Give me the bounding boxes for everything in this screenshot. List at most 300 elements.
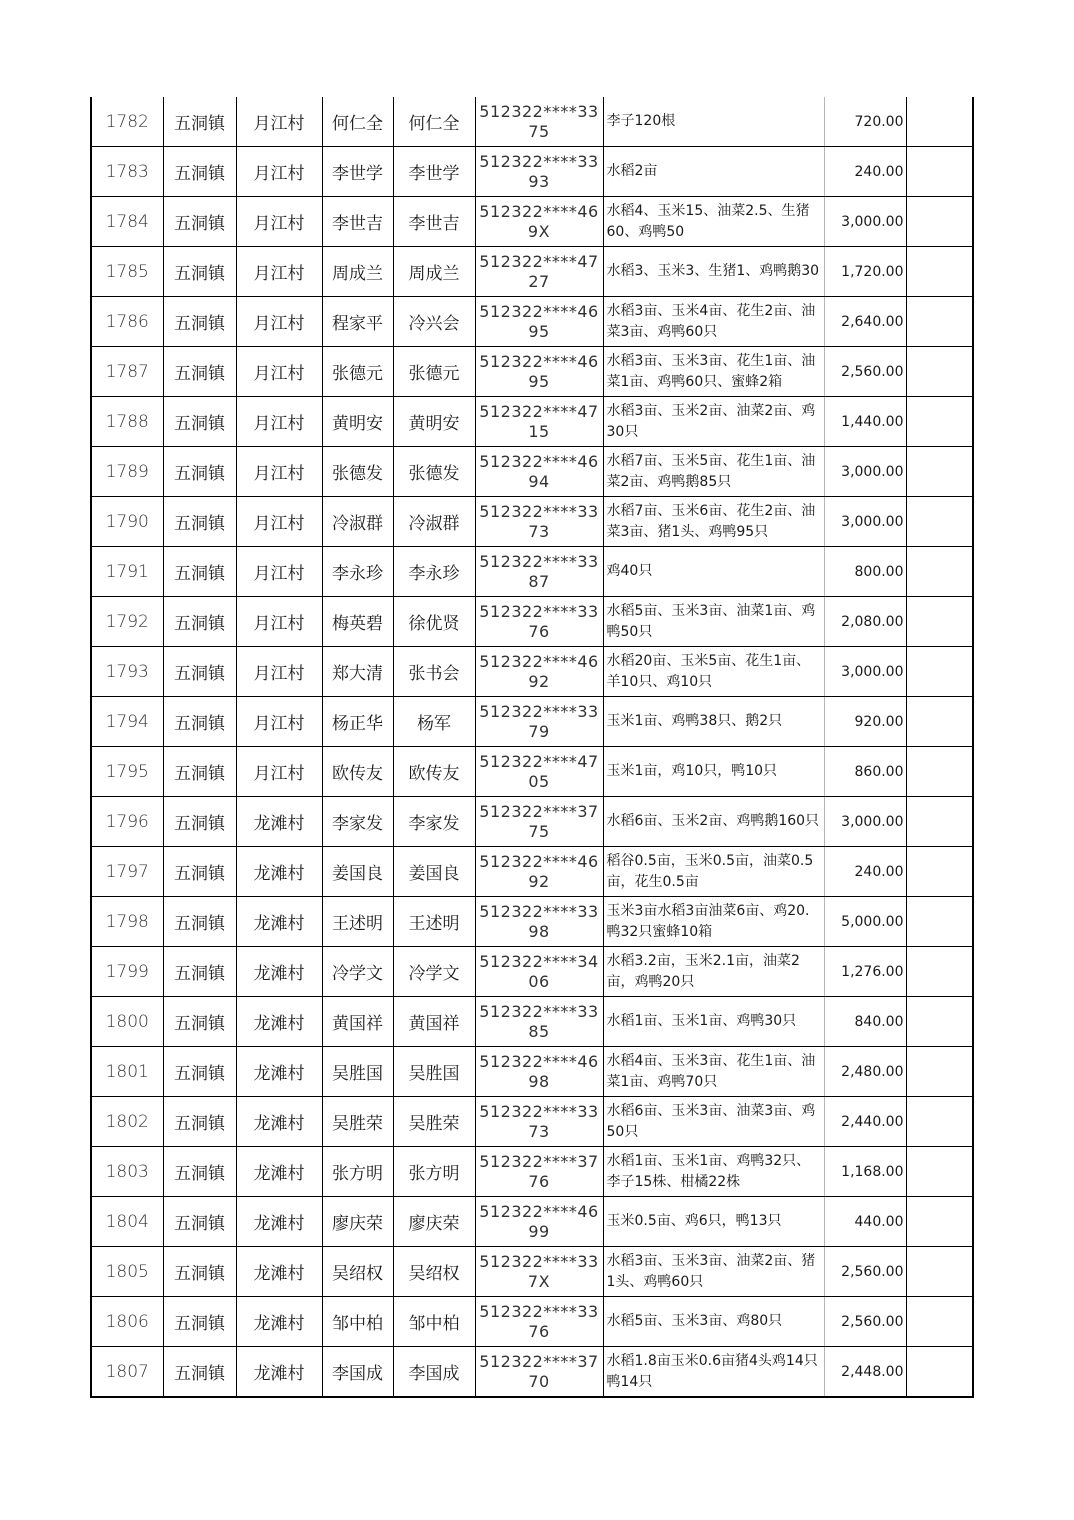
household-head-cell: 张方明 [322, 1147, 393, 1197]
town-cell: 五洞镇 [163, 947, 236, 997]
production-description-cell: 水稻4亩、玉米3亩、花生1亩、油菜1亩、鸡鸭70只 [603, 1047, 824, 1097]
blank-cell [906, 397, 973, 447]
table-row [91, 297, 973, 347]
id-number-line-1: 512322****47 [479, 401, 599, 421]
blank-cell [906, 247, 973, 297]
village-cell: 龙滩村 [236, 847, 322, 897]
blank-cell [906, 697, 973, 747]
id-number-cell [475, 497, 603, 547]
household-head-cell: 李世学 [322, 147, 393, 197]
town-cell: 五洞镇 [163, 97, 236, 147]
village-cell: 龙滩村 [236, 1347, 322, 1398]
production-description-cell: 鸡40只 [603, 547, 824, 597]
town-cell: 五洞镇 [163, 1147, 236, 1197]
household-head-cell: 张德发 [322, 447, 393, 497]
production-description-cell: 李子120根 [603, 97, 824, 147]
village-cell: 月江村 [236, 197, 322, 247]
production-description-cell: 水稻5亩、玉米3亩、鸡80只 [603, 1297, 824, 1347]
production-description-cell: 水稻6亩、玉米2亩、鸡鸭鹅160只 [603, 797, 824, 847]
town-cell: 五洞镇 [163, 1047, 236, 1097]
id-number-cell [475, 97, 603, 147]
production-description-cell: 水稻5亩、玉米3亩、油菜1亩、鸡鸭50只 [603, 597, 824, 647]
household-head-cell: 李世吉 [322, 197, 393, 247]
table-row [91, 547, 973, 597]
recipient-name-cell: 吴胜荣 [393, 1097, 475, 1147]
id-number-line-2: 75 [528, 821, 550, 841]
household-head-cell: 梅英碧 [322, 597, 393, 647]
row-number: 1786 [91, 297, 163, 347]
id-number-cell [475, 397, 603, 447]
id-number-cell [475, 1147, 603, 1197]
household-head-cell: 冷淑群 [322, 497, 393, 547]
subsidy-table [90, 97, 974, 1398]
id-number-line-2: 70 [528, 1371, 550, 1391]
household-head-cell: 欧传友 [322, 747, 393, 797]
recipient-name-cell: 何仁全 [393, 97, 475, 147]
row-number: 1795 [91, 747, 163, 797]
recipient-name-cell: 徐优贤 [393, 597, 475, 647]
blank-cell [906, 347, 973, 397]
row-number: 1801 [91, 1047, 163, 1097]
recipient-name-cell: 黄明安 [393, 397, 475, 447]
row-number: 1799 [91, 947, 163, 997]
recipient-name-cell: 冷兴会 [393, 297, 475, 347]
amount-cell: 840.00 [824, 997, 906, 1047]
amount-cell: 240.00 [824, 147, 906, 197]
id-number-cell [475, 247, 603, 297]
table-row [91, 247, 973, 297]
id-number-line-1: 512322****34 [479, 951, 599, 971]
town-cell: 五洞镇 [163, 1247, 236, 1297]
village-cell: 月江村 [236, 347, 322, 397]
id-number-cell [475, 1047, 603, 1097]
row-number: 1796 [91, 797, 163, 847]
table-row [91, 947, 973, 997]
village-cell: 月江村 [236, 747, 322, 797]
id-number-cell [475, 1347, 603, 1398]
household-head-cell: 郑大清 [322, 647, 393, 697]
amount-cell: 440.00 [824, 1197, 906, 1247]
blank-cell [906, 97, 973, 147]
recipient-name-cell: 欧传友 [393, 747, 475, 797]
production-description-cell: 水稻1亩、玉米1亩、鸡鸭32只、李子15株、柑橘22株 [603, 1147, 824, 1197]
table-row [91, 97, 973, 147]
household-head-cell: 王述明 [322, 897, 393, 947]
id-number-line-1: 512322****46 [479, 651, 599, 671]
village-cell: 月江村 [236, 247, 322, 297]
row-number: 1784 [91, 197, 163, 247]
table-row [91, 1297, 973, 1347]
town-cell: 五洞镇 [163, 447, 236, 497]
household-head-cell: 李家发 [322, 797, 393, 847]
amount-cell: 1,720.00 [824, 247, 906, 297]
id-number-line-1: 512322****46 [479, 1051, 599, 1071]
town-cell: 五洞镇 [163, 597, 236, 647]
production-description-cell: 水稻1亩、玉米1亩、鸡鸭30只 [603, 997, 824, 1047]
town-cell: 五洞镇 [163, 747, 236, 797]
row-number: 1807 [91, 1347, 163, 1398]
amount-cell: 2,480.00 [824, 1047, 906, 1097]
production-description-cell: 水稻2亩 [603, 147, 824, 197]
production-description-cell: 水稻4、玉米15、油菜2.5、生猪60、鸡鸭50 [603, 197, 824, 247]
town-cell: 五洞镇 [163, 897, 236, 947]
town-cell: 五洞镇 [163, 997, 236, 1047]
production-description-cell: 水稻20亩、玉米5亩、花生1亩、羊10只、鸡10只 [603, 647, 824, 697]
id-number-cell [475, 347, 603, 397]
household-head-cell: 李国成 [322, 1347, 393, 1398]
amount-cell: 3,000.00 [824, 797, 906, 847]
table-row [91, 897, 973, 947]
row-number: 1803 [91, 1147, 163, 1197]
id-number-cell [475, 297, 603, 347]
amount-cell: 720.00 [824, 97, 906, 147]
recipient-name-cell: 冷淑群 [393, 497, 475, 547]
blank-cell [906, 1197, 973, 1247]
row-number: 1789 [91, 447, 163, 497]
village-cell: 龙滩村 [236, 1297, 322, 1347]
amount-cell: 800.00 [824, 547, 906, 597]
blank-cell [906, 147, 973, 197]
village-cell: 月江村 [236, 147, 322, 197]
recipient-name-cell: 李国成 [393, 1347, 475, 1398]
blank-cell [906, 797, 973, 847]
id-number-line-1: 512322****33 [479, 551, 599, 571]
production-description-cell: 水稻3亩、玉米3亩、花生1亩、油菜1亩、鸡鸭60只、蜜蜂2箱 [603, 347, 824, 397]
production-description-cell: 玉米1亩、鸡鸭38只、鹅2只 [603, 697, 824, 747]
village-cell: 月江村 [236, 547, 322, 597]
recipient-name-cell: 张书会 [393, 647, 475, 697]
id-number-line-1: 512322****47 [479, 751, 599, 771]
household-head-cell: 张德元 [322, 347, 393, 397]
town-cell: 五洞镇 [163, 497, 236, 547]
village-cell: 龙滩村 [236, 997, 322, 1047]
amount-cell: 3,000.00 [824, 447, 906, 497]
amount-cell: 240.00 [824, 847, 906, 897]
amount-cell: 5,000.00 [824, 897, 906, 947]
id-number-cell [475, 947, 603, 997]
id-number-line-2: 93 [528, 171, 550, 191]
amount-cell: 2,080.00 [824, 597, 906, 647]
recipient-name-cell: 张德发 [393, 447, 475, 497]
id-number-line-2: 15 [528, 421, 550, 441]
amount-cell: 2,560.00 [824, 1297, 906, 1347]
row-number: 1805 [91, 1247, 163, 1297]
id-number-cell [475, 997, 603, 1047]
household-head-cell: 冷学文 [322, 947, 393, 997]
production-description-cell: 玉米3亩水稻3亩油菜6亩、鸡20.鸭32只蜜蜂10箱 [603, 897, 824, 947]
id-number-cell [475, 1197, 603, 1247]
recipient-name-cell: 李世吉 [393, 197, 475, 247]
id-number-line-2: 73 [528, 1121, 550, 1141]
household-head-cell: 吴胜国 [322, 1047, 393, 1097]
amount-cell: 2,560.00 [824, 347, 906, 397]
id-number-line-2: 05 [528, 771, 550, 791]
village-cell: 龙滩村 [236, 797, 322, 847]
table-row [91, 347, 973, 397]
id-number-line-1: 512322****47 [479, 251, 599, 271]
blank-cell [906, 947, 973, 997]
production-description-cell: 水稻7亩、玉米5亩、花生1亩、油菜2亩、鸡鸭鹅85只 [603, 447, 824, 497]
table-row [91, 147, 973, 197]
recipient-name-cell: 黄国祥 [393, 997, 475, 1047]
id-number-line-1: 512322****46 [479, 1201, 599, 1221]
village-cell: 月江村 [236, 447, 322, 497]
id-number-line-2: 76 [528, 621, 550, 641]
id-number-line-2: 98 [528, 921, 550, 941]
table-row [91, 397, 973, 447]
id-number-line-2: 94 [528, 471, 550, 491]
amount-cell: 1,276.00 [824, 947, 906, 997]
row-number: 1790 [91, 497, 163, 547]
amount-cell: 920.00 [824, 697, 906, 747]
production-description-cell: 水稻3亩、玉米4亩、花生2亩、油菜3亩、鸡鸭60只 [603, 297, 824, 347]
id-number-line-2: 9X [527, 221, 551, 241]
id-number-line-1: 512322****33 [479, 1251, 599, 1271]
town-cell: 五洞镇 [163, 347, 236, 397]
village-cell: 龙滩村 [236, 1097, 322, 1147]
table-row [91, 497, 973, 547]
id-number-line-2: 92 [528, 671, 550, 691]
id-number-line-1: 512322****33 [479, 1101, 599, 1121]
recipient-name-cell: 李家发 [393, 797, 475, 847]
recipient-name-cell: 李世学 [393, 147, 475, 197]
town-cell: 五洞镇 [163, 647, 236, 697]
recipient-name-cell: 张方明 [393, 1147, 475, 1197]
household-head-cell: 李永珍 [322, 547, 393, 597]
id-number-cell [475, 847, 603, 897]
id-number-line-1: 512322****37 [479, 1351, 599, 1371]
row-number: 1806 [91, 1297, 163, 1347]
village-cell: 龙滩村 [236, 897, 322, 947]
village-cell: 月江村 [236, 297, 322, 347]
id-number-line-2: 87 [528, 571, 550, 591]
village-cell: 龙滩村 [236, 1147, 322, 1197]
table-row [91, 997, 973, 1047]
town-cell: 五洞镇 [163, 697, 236, 747]
household-head-cell: 姜国良 [322, 847, 393, 897]
table-row [91, 197, 973, 247]
id-number-cell [475, 1297, 603, 1347]
household-head-cell: 何仁全 [322, 97, 393, 147]
id-number-line-1: 512322****37 [479, 801, 599, 821]
household-head-cell: 周成兰 [322, 247, 393, 297]
blank-cell [906, 1297, 973, 1347]
blank-cell [906, 197, 973, 247]
blank-cell [906, 597, 973, 647]
blank-cell [906, 897, 973, 947]
id-number-line-2: 73 [528, 521, 550, 541]
table-row [91, 797, 973, 847]
row-number: 1798 [91, 897, 163, 947]
production-description-cell: 玉米0.5亩、鸡6只，鸭13只 [603, 1197, 824, 1247]
id-number-cell [475, 797, 603, 847]
blank-cell [906, 997, 973, 1047]
village-cell: 龙滩村 [236, 1247, 322, 1297]
amount-cell: 3,000.00 [824, 197, 906, 247]
production-description-cell: 水稻1.8亩玉米0.6亩猪4头鸡14只鸭14只 [603, 1347, 824, 1398]
village-cell: 龙滩村 [236, 947, 322, 997]
id-number-line-1: 512322****33 [479, 101, 599, 121]
table-row [91, 1247, 973, 1297]
blank-cell [906, 1047, 973, 1097]
town-cell: 五洞镇 [163, 147, 236, 197]
production-description-cell: 玉米1亩，鸡10只，鸭10只 [603, 747, 824, 797]
id-number-line-2: 06 [528, 971, 550, 991]
village-cell: 月江村 [236, 647, 322, 697]
id-number-line-2: 95 [528, 321, 550, 341]
id-number-line-2: 75 [528, 121, 550, 141]
id-number-line-1: 512322****33 [479, 1001, 599, 1021]
amount-cell: 2,640.00 [824, 297, 906, 347]
town-cell: 五洞镇 [163, 247, 236, 297]
amount-cell: 3,000.00 [824, 497, 906, 547]
town-cell: 五洞镇 [163, 1297, 236, 1347]
household-head-cell: 邹中柏 [322, 1297, 393, 1347]
household-head-cell: 杨正华 [322, 697, 393, 747]
id-number-line-1: 512322****46 [479, 451, 599, 471]
id-number-line-1: 512322****37 [479, 1151, 599, 1171]
town-cell: 五洞镇 [163, 1347, 236, 1398]
table-row [91, 447, 973, 497]
household-head-cell: 黄明安 [322, 397, 393, 447]
town-cell: 五洞镇 [163, 847, 236, 897]
recipient-name-cell: 杨军 [393, 697, 475, 747]
id-number-cell [475, 647, 603, 697]
id-number-line-1: 512322****33 [479, 501, 599, 521]
recipient-name-cell: 王述明 [393, 897, 475, 947]
id-number-cell [475, 597, 603, 647]
id-number-line-2: 79 [528, 721, 550, 741]
row-number: 1797 [91, 847, 163, 897]
amount-cell: 3,000.00 [824, 647, 906, 697]
row-number: 1783 [91, 147, 163, 197]
production-description-cell: 水稻3亩、玉米3亩、油菜2亩、猪1头、鸡鸭60只 [603, 1247, 824, 1297]
table-row [91, 697, 973, 747]
recipient-name-cell: 姜国良 [393, 847, 475, 897]
row-number: 1794 [91, 697, 163, 747]
row-number: 1785 [91, 247, 163, 297]
id-number-line-2: 95 [528, 371, 550, 391]
row-number: 1802 [91, 1097, 163, 1147]
amount-cell: 2,448.00 [824, 1347, 906, 1398]
id-number-line-2: 98 [528, 1071, 550, 1091]
recipient-name-cell: 张德元 [393, 347, 475, 397]
amount-cell: 860.00 [824, 747, 906, 797]
blank-cell [906, 1347, 973, 1398]
id-number-cell [475, 147, 603, 197]
village-cell: 月江村 [236, 97, 322, 147]
village-cell: 月江村 [236, 497, 322, 547]
table-row [91, 1197, 973, 1247]
table-row [91, 647, 973, 697]
recipient-name-cell: 吴绍权 [393, 1247, 475, 1297]
production-description-cell: 水稻3、玉米3、生猪1、鸡鸭鹅30 [603, 247, 824, 297]
town-cell: 五洞镇 [163, 547, 236, 597]
id-number-line-1: 512322****33 [479, 601, 599, 621]
village-cell: 月江村 [236, 697, 322, 747]
id-number-line-1: 512322****33 [479, 151, 599, 171]
row-number: 1787 [91, 347, 163, 397]
id-number-line-1: 512322****33 [479, 1301, 599, 1321]
id-number-line-2: 85 [528, 1021, 550, 1041]
household-head-cell: 廖庆荣 [322, 1197, 393, 1247]
blank-cell [906, 547, 973, 597]
id-number-line-1: 512322****46 [479, 351, 599, 371]
blank-cell [906, 1247, 973, 1297]
blank-cell [906, 1097, 973, 1147]
id-number-line-2: 76 [528, 1321, 550, 1341]
table-row [91, 597, 973, 647]
table-row [91, 1347, 973, 1398]
amount-cell: 1,440.00 [824, 397, 906, 447]
id-number-line-1: 512322****46 [479, 201, 599, 221]
row-number: 1782 [91, 97, 163, 147]
recipient-name-cell: 冷学文 [393, 947, 475, 997]
production-description-cell: 水稻7亩、玉米6亩、花生2亩、油菜3亩、猪1头、鸡鸭95只 [603, 497, 824, 547]
recipient-name-cell: 周成兰 [393, 247, 475, 297]
table-row [91, 1147, 973, 1197]
id-number-cell [475, 1247, 603, 1297]
table-row [91, 1097, 973, 1147]
village-cell: 月江村 [236, 397, 322, 447]
town-cell: 五洞镇 [163, 1097, 236, 1147]
town-cell: 五洞镇 [163, 1197, 236, 1247]
village-cell: 龙滩村 [236, 1047, 322, 1097]
town-cell: 五洞镇 [163, 397, 236, 447]
blank-cell [906, 297, 973, 347]
recipient-name-cell: 李永珍 [393, 547, 475, 597]
household-head-cell: 程家平 [322, 297, 393, 347]
production-description-cell: 水稻3.2亩，玉米2.1亩，油菜2亩，鸡鸭20只 [603, 947, 824, 997]
town-cell: 五洞镇 [163, 797, 236, 847]
table-row [91, 1047, 973, 1097]
town-cell: 五洞镇 [163, 197, 236, 247]
id-number-line-2: 92 [528, 871, 550, 891]
id-number-line-1: 512322****33 [479, 901, 599, 921]
row-number: 1788 [91, 397, 163, 447]
id-number-line-2: 76 [528, 1171, 550, 1191]
id-number-line-1: 512322****33 [479, 701, 599, 721]
village-cell: 龙滩村 [236, 1197, 322, 1247]
id-number-line-2: 27 [528, 271, 550, 291]
village-cell: 月江村 [236, 597, 322, 647]
town-cell: 五洞镇 [163, 297, 236, 347]
row-number: 1791 [91, 547, 163, 597]
id-number-cell [475, 197, 603, 247]
table-row [91, 847, 973, 897]
row-number: 1800 [91, 997, 163, 1047]
id-number-cell [475, 547, 603, 597]
recipient-name-cell: 吴胜国 [393, 1047, 475, 1097]
row-number: 1793 [91, 647, 163, 697]
row-number: 1804 [91, 1197, 163, 1247]
id-number-line-2: 7X [527, 1271, 551, 1291]
blank-cell [906, 647, 973, 697]
household-head-cell: 黄国祥 [322, 997, 393, 1047]
id-number-line-1: 512322****46 [479, 301, 599, 321]
production-description-cell: 水稻6亩、玉米3亩、油菜3亩、鸡50只 [603, 1097, 824, 1147]
household-head-cell: 吴胜荣 [322, 1097, 393, 1147]
table-body [91, 97, 973, 1397]
blank-cell [906, 1147, 973, 1197]
household-head-cell: 吴绍权 [322, 1247, 393, 1297]
amount-cell: 1,168.00 [824, 1147, 906, 1197]
production-description-cell: 稻谷0.5亩，玉米0.5亩，油菜0.5亩，花生0.5亩 [603, 847, 824, 897]
production-description-cell: 水稻3亩、玉米2亩、油菜2亩、鸡30只 [603, 397, 824, 447]
row-number: 1792 [91, 597, 163, 647]
table-row [91, 747, 973, 797]
id-number-line-2: 99 [528, 1221, 550, 1241]
